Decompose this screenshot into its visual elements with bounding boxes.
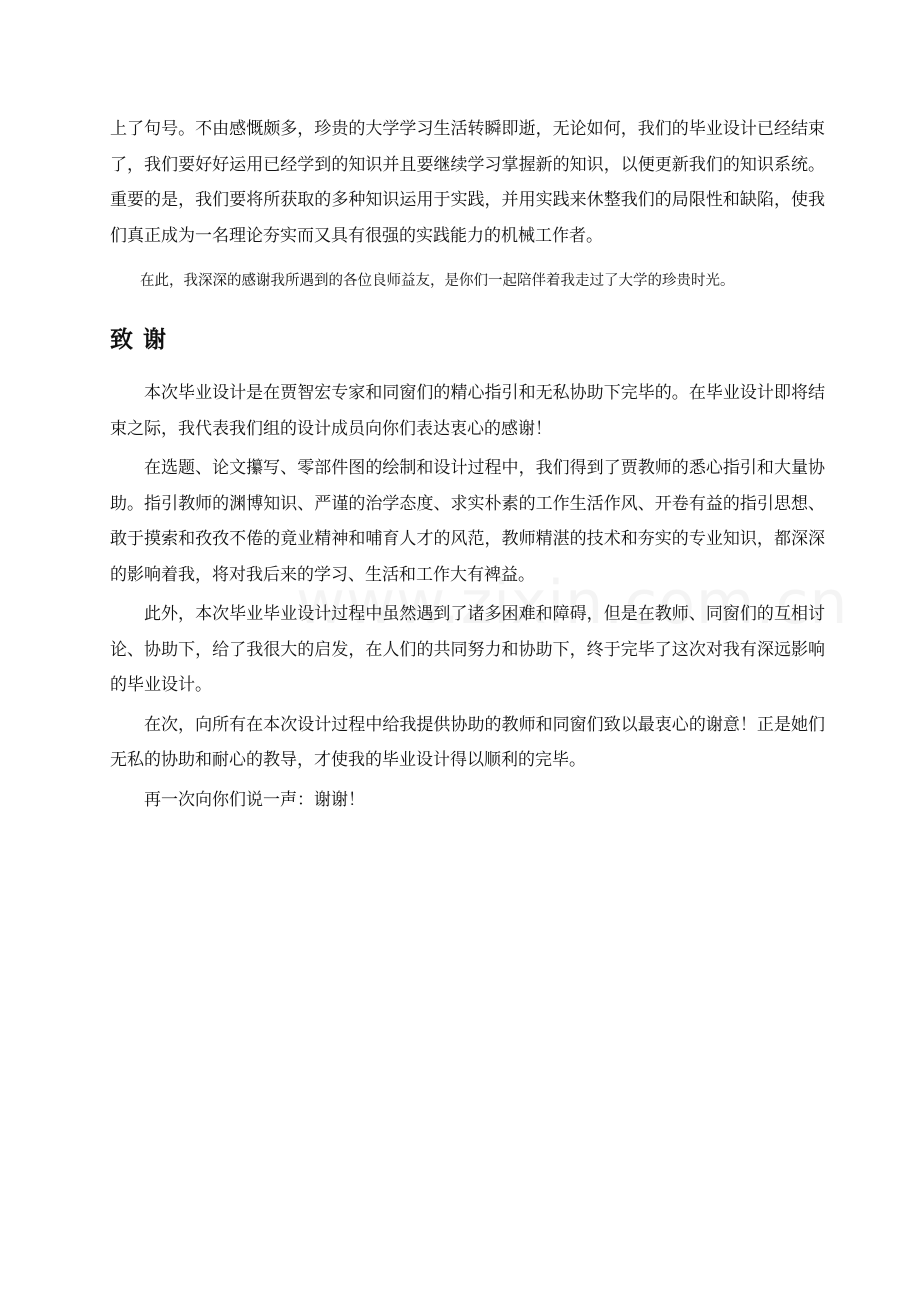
intro-closing-line: 在此，我深深的感谢我所遇到的各位良师益友，是你们一起陪伴着我走过了大学的珍贵时光。 xyxy=(140,273,735,289)
document-page xyxy=(110,112,825,818)
intro-paragraph: 上了句号。不由感慨颇多，珍贵的大学学习生活转瞬即逝，无论如何，我们的毕业设计已经结束了，我们要好好运用已经学到的知识并且要继续学习掌握新的知识，以便更新我们的知识系统。重要的是，我们要将所获取的多种知识运用于实践，并用实践来休整我们的局限性和缺陷，使我们真正成为一名理论夯实而又具有很强的实践能力的机械工作者。 xyxy=(110,119,825,246)
acknowledgement-paragraph-3: 此外，本次毕业毕业设计过程中虽然遇到了诸多困难和障碍，但是在教师、同窗们的互相讨论、协助下，给了我很大的启发，在人们的共同努力和协助下，终于完毕了这次对我有深远影响的毕业设计。 xyxy=(110,604,825,695)
acknowledgement-paragraph-1: 本次毕业设计是在贾智宏专家和同窗们的精心指引和无私协助下完毕的。在毕业设计即将结束之际，我代表我们组的设计成员向你们表达衷心的感谢！ xyxy=(110,383,825,439)
acknowledgement-paragraph-5: 再一次向你们说一声：谢谢！ xyxy=(144,789,365,810)
acknowledgement-paragraph-4: 在次，向所有在本次设计过程中给我提供协助的教师和同窗们致以最衷心的谢意！正是她们无私的协助和耐心的教导，才使我的毕业设计得以顺利的完毕。 xyxy=(110,714,825,770)
acknowledgement-title: 致谢 xyxy=(110,327,176,353)
acknowledgement-section xyxy=(110,376,825,818)
acknowledgement-paragraph-2: 在选题、论文攥写、零部件图的绘制和设计过程中，我们得到了贾教师的悉心指引和大量协助。指引教师的渊博知识、严谨的治学态度、求实朴素的工作生活作风、开卷有益的指引思想、敢于摸索和孜孜不倦的竟业精神和哺育人才的风范，教师精湛的技术和夯实的专业知识，都深深的影响着我，将对我后来的学习、生活和工作大有裨益。 xyxy=(110,458,825,585)
